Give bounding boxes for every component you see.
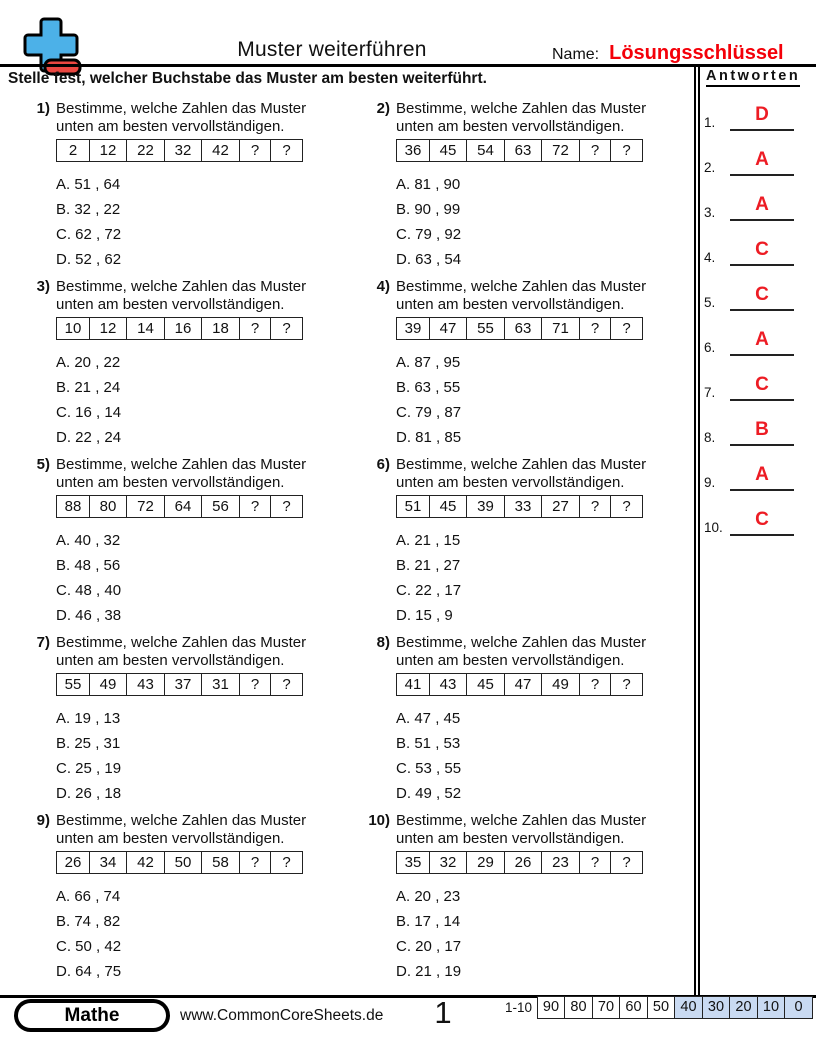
problem-header <box>364 456 696 492</box>
choices <box>396 528 696 628</box>
sequence-cell: 50 <box>164 851 203 874</box>
sequence-cell: 12 <box>89 139 128 162</box>
name-label: Name: <box>552 46 600 63</box>
sequence-cell: 88 <box>56 495 90 518</box>
answer-number: 10. <box>704 520 723 535</box>
choices <box>56 706 356 806</box>
answer-letter: C <box>755 284 769 305</box>
prompt-line-1: Bestimme, welche Zahlen das Muster <box>56 278 307 295</box>
choice-d: D. 52 , 62 <box>56 251 122 268</box>
sequence-row <box>396 317 696 340</box>
sequence-cell-unknown: ? <box>270 317 303 340</box>
sequence-cell: 41 <box>396 673 430 696</box>
problem-header <box>364 812 696 848</box>
problem-2 <box>364 100 696 272</box>
sequence-cell: 29 <box>466 851 505 874</box>
score-range-label: 1-10 <box>504 1000 532 1015</box>
problem-6 <box>364 456 696 628</box>
sequence-row <box>396 495 696 518</box>
answer-line <box>730 283 794 311</box>
name-row <box>552 42 784 65</box>
choice-c: C. 22 , 17 <box>396 582 462 599</box>
sequence-cell: 42 <box>126 851 165 874</box>
choice-c: C. 79 , 92 <box>396 226 462 243</box>
problem-header <box>24 278 356 314</box>
answer-item-8 <box>704 418 794 446</box>
problem-prompt <box>396 278 646 314</box>
choice-c: C. 20 , 17 <box>396 938 462 955</box>
problem-prompt <box>56 456 306 492</box>
choices <box>56 350 356 450</box>
prompt-line-2: unten am besten vervollständigen. <box>396 830 625 847</box>
sequence-cell: 49 <box>541 673 580 696</box>
prompt-line-1: Bestimme, welche Zahlen das Muster <box>396 812 647 829</box>
prompt-line-1: Bestimme, welche Zahlen das Muster <box>56 634 307 651</box>
choice-c: C. 62 , 72 <box>56 226 122 243</box>
score-cell: 40 <box>674 996 703 1019</box>
sequence-cell-unknown: ? <box>239 139 272 162</box>
answer-number: 9. <box>704 475 716 490</box>
answer-letter: A <box>755 149 769 170</box>
choice-a: A. 81 , 90 <box>396 176 461 193</box>
answer-number: 5. <box>704 295 716 310</box>
choices <box>396 706 696 806</box>
choice-c: C. 16 , 14 <box>56 404 122 421</box>
problem-header <box>24 812 356 848</box>
choice-d: D. 46 , 38 <box>56 607 122 624</box>
subject-label: Mathe <box>18 1003 166 1028</box>
problem-prompt <box>56 278 306 314</box>
sequence-cell: 33 <box>504 495 543 518</box>
sequence-row <box>396 139 696 162</box>
choices <box>396 884 696 984</box>
instruction-text: Stelle fest, welcher Buchstabe das Muster am besten weiterführt. <box>8 70 487 87</box>
answer-letter: C <box>755 239 769 260</box>
choice-b: B. 32 , 22 <box>56 201 121 218</box>
choices <box>396 172 696 272</box>
choice-c: C. 79 , 87 <box>396 404 462 421</box>
answer-letter: A <box>755 194 769 215</box>
problem-number: 1) <box>36 100 50 117</box>
answer-letter: C <box>755 374 769 395</box>
answer-item-2 <box>704 148 794 176</box>
sequence-cell: 26 <box>56 851 90 874</box>
answer-line <box>730 148 794 176</box>
choice-b: B. 90 , 99 <box>396 201 461 218</box>
sequence-cell: 72 <box>541 139 580 162</box>
problem-number: 3) <box>36 278 50 295</box>
choice-a: A. 19 , 13 <box>56 710 121 727</box>
answer-line <box>730 328 794 356</box>
problem-number: 4) <box>376 278 390 295</box>
prompt-line-2: unten am besten vervollständigen. <box>396 474 625 491</box>
prompt-line-1: Bestimme, welche Zahlen das Muster <box>396 100 647 117</box>
answer-number: 6. <box>704 340 716 355</box>
choice-c: C. 50 , 42 <box>56 938 122 955</box>
sequence-row <box>56 673 356 696</box>
page-title: Muster weiterführen <box>237 38 427 61</box>
sequence-cell-unknown: ? <box>270 139 303 162</box>
choices <box>396 350 696 450</box>
choices <box>56 884 356 984</box>
prompt-line-1: Bestimme, welche Zahlen das Muster <box>56 456 307 473</box>
problem-header <box>364 634 696 670</box>
choice-d: D. 26 , 18 <box>56 785 122 802</box>
choice-b: B. 21 , 24 <box>56 379 121 396</box>
choice-d: D. 15 , 9 <box>396 607 453 624</box>
problem-prompt <box>396 812 646 848</box>
prompt-line-2: unten am besten vervollständigen. <box>56 474 285 491</box>
subject-badge <box>14 999 170 1032</box>
choice-b: B. 25 , 31 <box>56 735 121 752</box>
choice-b: B. 74 , 82 <box>56 913 121 930</box>
answer-number: 4. <box>704 250 716 265</box>
answer-item-5 <box>704 283 794 311</box>
choice-d: D. 22 , 24 <box>56 429 122 446</box>
sequence-cell: 45 <box>429 139 468 162</box>
prompt-line-1: Bestimme, welche Zahlen das Muster <box>396 456 647 473</box>
sequence-cell: 12 <box>89 317 128 340</box>
prompt-line-2: unten am besten vervollständigen. <box>56 296 285 313</box>
sequence-row <box>56 317 356 340</box>
sequence-cell-unknown: ? <box>239 673 272 696</box>
sequence-cell: 45 <box>429 495 468 518</box>
problem-10 <box>364 812 696 984</box>
prompt-line-2: unten am besten vervollständigen. <box>396 296 625 313</box>
sequence-cell: 42 <box>201 139 240 162</box>
prompt-line-1: Bestimme, welche Zahlen das Muster <box>56 100 307 117</box>
problem-prompt <box>56 100 306 136</box>
prompt-line-1: Bestimme, welche Zahlen das Muster <box>396 278 647 295</box>
sequence-cell-unknown: ? <box>270 495 303 518</box>
sequence-cell: 16 <box>164 317 203 340</box>
sequence-cell: 63 <box>504 317 543 340</box>
sequence-cell: 10 <box>56 317 90 340</box>
answer-letter: B <box>755 419 769 440</box>
answer-number: 2. <box>704 160 716 175</box>
choice-a: A. 40 , 32 <box>56 532 121 549</box>
problem-prompt <box>56 812 306 848</box>
sequence-cell: 80 <box>89 495 128 518</box>
answer-number: 7. <box>704 385 716 400</box>
problem-9 <box>24 812 356 984</box>
problem-number: 7) <box>36 634 50 651</box>
sequence-cell: 56 <box>201 495 240 518</box>
sequence-cell: 64 <box>164 495 203 518</box>
problem-7 <box>24 634 356 806</box>
sequence-cell: 22 <box>126 139 165 162</box>
score-cell: 90 <box>537 996 566 1019</box>
sequence-cell-unknown: ? <box>610 851 643 874</box>
problem-number: 8) <box>376 634 390 651</box>
choice-a: A. 66 , 74 <box>56 888 121 905</box>
answer-letter: A <box>755 329 769 350</box>
choice-d: D. 64 , 75 <box>56 963 122 980</box>
answer-line <box>730 508 794 536</box>
choice-a: A. 20 , 23 <box>396 888 461 905</box>
choice-b: B. 51 , 53 <box>396 735 461 752</box>
sequence-cell-unknown: ? <box>610 139 643 162</box>
answer-letter: A <box>755 464 769 485</box>
prompt-line-1: Bestimme, welche Zahlen das Muster <box>56 812 307 829</box>
sequence-cell: 58 <box>201 851 240 874</box>
choice-a: A. 51 , 64 <box>56 176 121 193</box>
problem-header <box>24 634 356 670</box>
choices <box>56 528 356 628</box>
sequence-cell-unknown: ? <box>579 851 612 874</box>
answer-line <box>730 103 794 131</box>
problem-header <box>24 100 356 136</box>
answer-line <box>730 373 794 401</box>
sequence-cell: 43 <box>126 673 165 696</box>
answer-item-3 <box>704 193 794 221</box>
score-cell: 30 <box>702 996 731 1019</box>
sequence-cell: 32 <box>164 139 203 162</box>
problem-header <box>364 278 696 314</box>
score-cell: 20 <box>729 996 758 1019</box>
answer-line <box>730 418 794 446</box>
sequence-cell-unknown: ? <box>270 673 303 696</box>
answer-letter: D <box>755 104 769 125</box>
prompt-line-2: unten am besten vervollständigen. <box>56 652 285 669</box>
sequence-cell: 34 <box>89 851 128 874</box>
sequence-cell: 72 <box>126 495 165 518</box>
sequence-cell: 14 <box>126 317 165 340</box>
problem-prompt <box>56 634 306 670</box>
sequence-cell-unknown: ? <box>239 317 272 340</box>
answer-letter: C <box>755 509 769 530</box>
sequence-cell: 39 <box>466 495 505 518</box>
sequence-cell: 2 <box>56 139 90 162</box>
sequence-cell: 54 <box>466 139 505 162</box>
sequence-cell: 32 <box>429 851 468 874</box>
problem-number: 9) <box>36 812 50 829</box>
problem-header <box>364 100 696 136</box>
score-cell: 10 <box>757 996 786 1019</box>
page-number: 1 <box>434 995 452 1030</box>
score-cell: 60 <box>619 996 648 1019</box>
sequence-row <box>56 139 356 162</box>
score-cell: 80 <box>564 996 593 1019</box>
choice-b: B. 17 , 14 <box>396 913 461 930</box>
sequence-cell-unknown: ? <box>579 317 612 340</box>
sequence-row <box>396 673 696 696</box>
score-cell: 70 <box>592 996 621 1019</box>
sequence-cell: 23 <box>541 851 580 874</box>
sequence-row <box>396 851 696 874</box>
sequence-cell: 47 <box>504 673 543 696</box>
sequence-cell-unknown: ? <box>579 673 612 696</box>
sequence-cell: 55 <box>56 673 90 696</box>
sequence-row <box>56 495 356 518</box>
choice-b: B. 21 , 27 <box>396 557 461 574</box>
sequence-cell: 71 <box>541 317 580 340</box>
sequence-cell: 26 <box>504 851 543 874</box>
problem-prompt <box>396 634 646 670</box>
score-strip <box>505 996 813 1019</box>
problem-number: 10) <box>368 812 390 829</box>
prompt-line-2: unten am besten vervollständigen. <box>396 118 625 135</box>
answer-line <box>730 238 794 266</box>
answer-line <box>730 463 794 491</box>
sequence-cell-unknown: ? <box>239 851 272 874</box>
problem-header <box>24 456 356 492</box>
prompt-line-2: unten am besten vervollständigen. <box>396 652 625 669</box>
problem-1 <box>24 100 356 272</box>
prompt-line-1: Bestimme, welche Zahlen das Muster <box>396 634 647 651</box>
sequence-cell-unknown: ? <box>239 495 272 518</box>
problem-number: 2) <box>376 100 390 117</box>
answers-panel-divider <box>694 64 700 996</box>
sequence-cell: 63 <box>504 139 543 162</box>
sequence-cell: 31 <box>201 673 240 696</box>
sequence-cell-unknown: ? <box>610 673 643 696</box>
choices <box>56 172 356 272</box>
sequence-cell-unknown: ? <box>610 495 643 518</box>
choice-a: A. 87 , 95 <box>396 354 461 371</box>
sequence-cell: 27 <box>541 495 580 518</box>
prompt-line-2: unten am besten vervollständigen. <box>56 830 285 847</box>
sequence-cell: 39 <box>396 317 430 340</box>
choice-b: B. 63 , 55 <box>396 379 461 396</box>
answer-number: 1. <box>704 115 716 130</box>
choice-c: C. 25 , 19 <box>56 760 122 777</box>
problem-8 <box>364 634 696 806</box>
score-cell: 50 <box>647 996 676 1019</box>
sequence-cell-unknown: ? <box>270 851 303 874</box>
answer-line <box>730 193 794 221</box>
sequence-cell: 43 <box>429 673 468 696</box>
choice-a: A. 47 , 45 <box>396 710 461 727</box>
problem-prompt <box>396 100 646 136</box>
website-link: www.CommonCoreSheets.de <box>180 1007 384 1024</box>
answer-item-9 <box>704 463 794 491</box>
answer-number: 8. <box>704 430 716 445</box>
choice-a: A. 20 , 22 <box>56 354 121 371</box>
sequence-cell: 18 <box>201 317 240 340</box>
sequence-row <box>56 851 356 874</box>
sequence-cell: 37 <box>164 673 203 696</box>
problem-prompt <box>396 456 646 492</box>
sequence-cell: 51 <box>396 495 430 518</box>
sequence-cell: 47 <box>429 317 468 340</box>
problem-3 <box>24 278 356 450</box>
choice-d: D. 21 , 19 <box>396 963 462 980</box>
sequence-cell: 45 <box>466 673 505 696</box>
answer-item-10 <box>704 508 794 536</box>
choice-c: C. 53 , 55 <box>396 760 462 777</box>
sequence-cell-unknown: ? <box>610 317 643 340</box>
sequence-cell: 55 <box>466 317 505 340</box>
answer-item-1 <box>704 103 794 131</box>
answer-key-label: Lösungsschlüssel <box>609 42 784 64</box>
answer-number: 3. <box>704 205 716 220</box>
sequence-cell-unknown: ? <box>579 495 612 518</box>
answer-item-7 <box>704 373 794 401</box>
sequence-cell: 35 <box>396 851 430 874</box>
sequence-cell: 49 <box>89 673 128 696</box>
sequence-cell: 36 <box>396 139 430 162</box>
problem-number: 5) <box>36 456 50 473</box>
score-cell: 0 <box>784 996 813 1019</box>
sequence-cell-unknown: ? <box>579 139 612 162</box>
problem-number: 6) <box>376 456 390 473</box>
answers-panel-title: Antworten <box>706 68 800 87</box>
choice-d: D. 49 , 52 <box>396 785 462 802</box>
choice-d: D. 63 , 54 <box>396 251 462 268</box>
choice-d: D. 81 , 85 <box>396 429 462 446</box>
answer-item-6 <box>704 328 794 356</box>
answer-item-4 <box>704 238 794 266</box>
problem-5 <box>24 456 356 628</box>
problem-4 <box>364 278 696 450</box>
choice-a: A. 21 , 15 <box>396 532 461 549</box>
choice-b: B. 48 , 56 <box>56 557 121 574</box>
prompt-line-2: unten am besten vervollständigen. <box>56 118 285 135</box>
choice-c: C. 48 , 40 <box>56 582 122 599</box>
